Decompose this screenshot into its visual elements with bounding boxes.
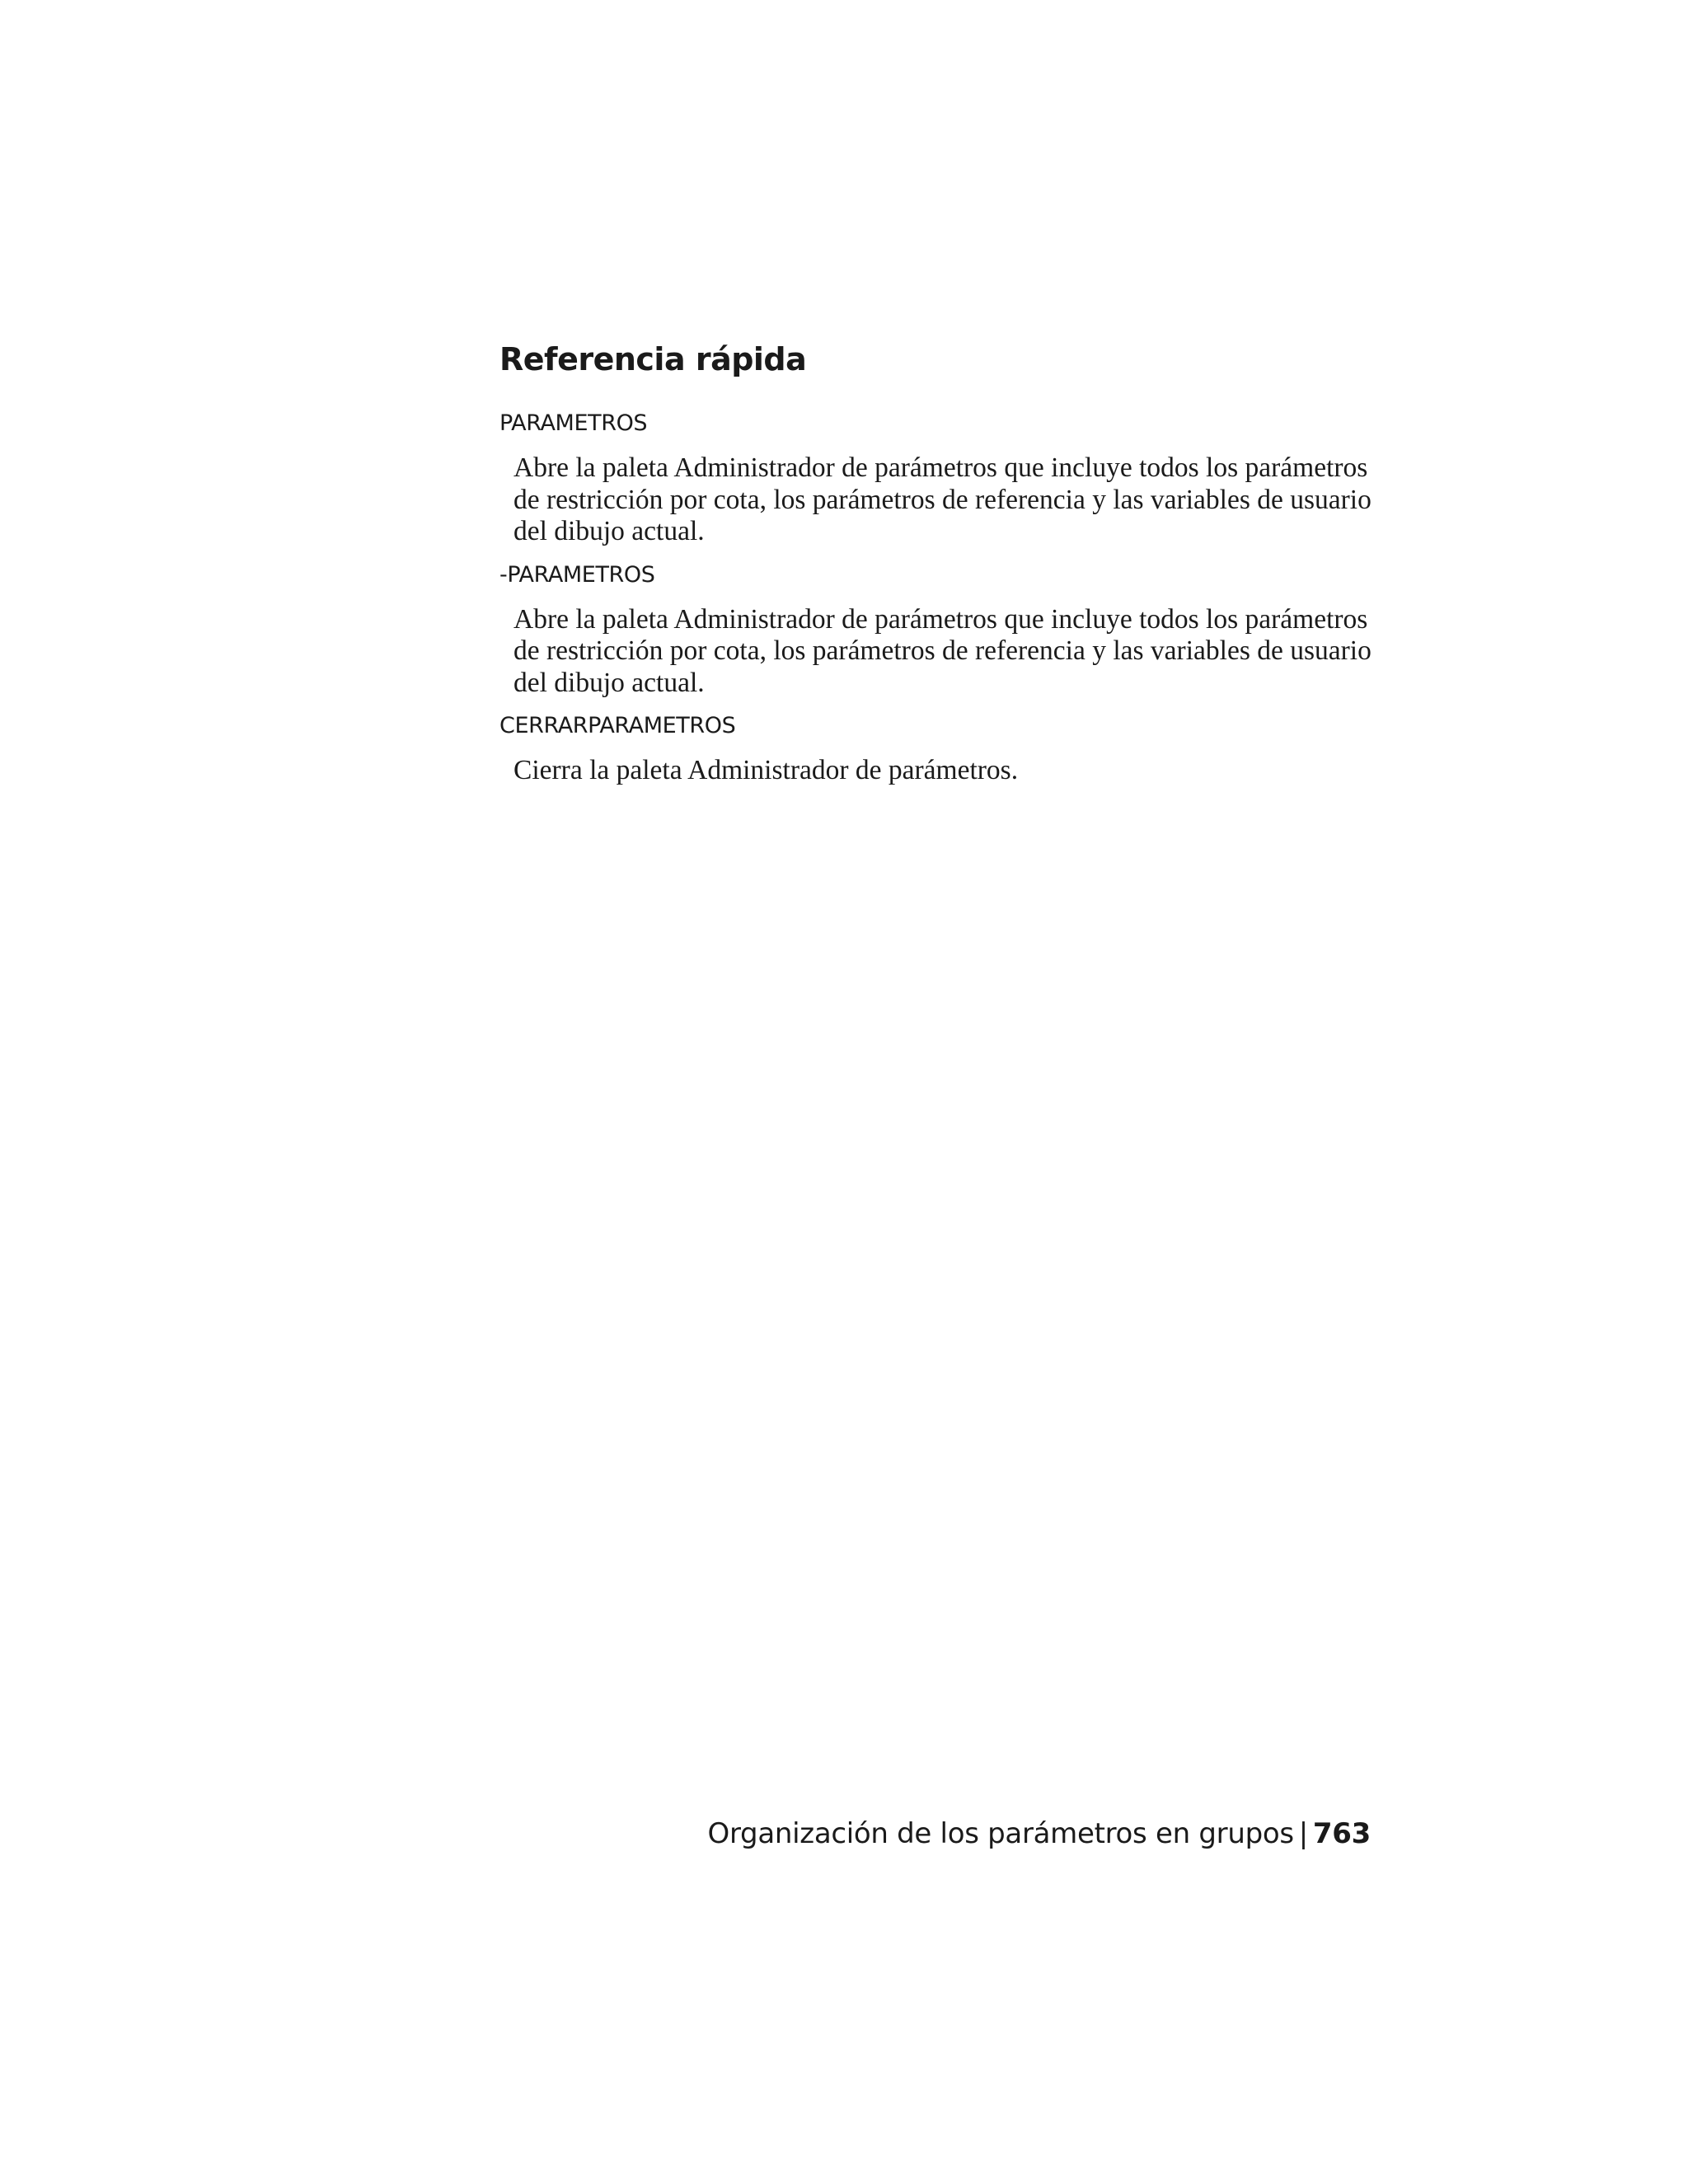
footer-separator: | xyxy=(1298,1817,1308,1850)
footer-chapter-title: Organización de los parámetros en grupos xyxy=(707,1817,1294,1850)
command-description: Abre la paleta Administrador de parámetros que incluye todos los parámetros de restricción por cota, los parámetros de referencia y las variables de usuario del dibujo actual. xyxy=(513,452,1372,546)
page-footer xyxy=(708,1813,1371,1854)
command-entry xyxy=(499,559,1373,700)
command-entry xyxy=(499,710,1373,787)
command-description: Cierra la paleta Administrador de parámetros. xyxy=(513,755,1019,785)
command-list xyxy=(499,407,1373,798)
command-name: PARAMETROS xyxy=(499,410,648,436)
command-entry xyxy=(499,407,1373,548)
command-name: -PARAMETROS xyxy=(499,561,655,588)
command-description: Abre la paleta Administrador de parámetros que incluye todos los parámetros de restricción por cota, los parámetros de referencia y las variables de usuario del dibujo actual. xyxy=(513,603,1372,698)
command-name: CERRARPARAMETROS xyxy=(499,713,736,738)
section-title: Referencia rápida xyxy=(499,341,807,377)
page-number: 763 xyxy=(1312,1817,1371,1850)
